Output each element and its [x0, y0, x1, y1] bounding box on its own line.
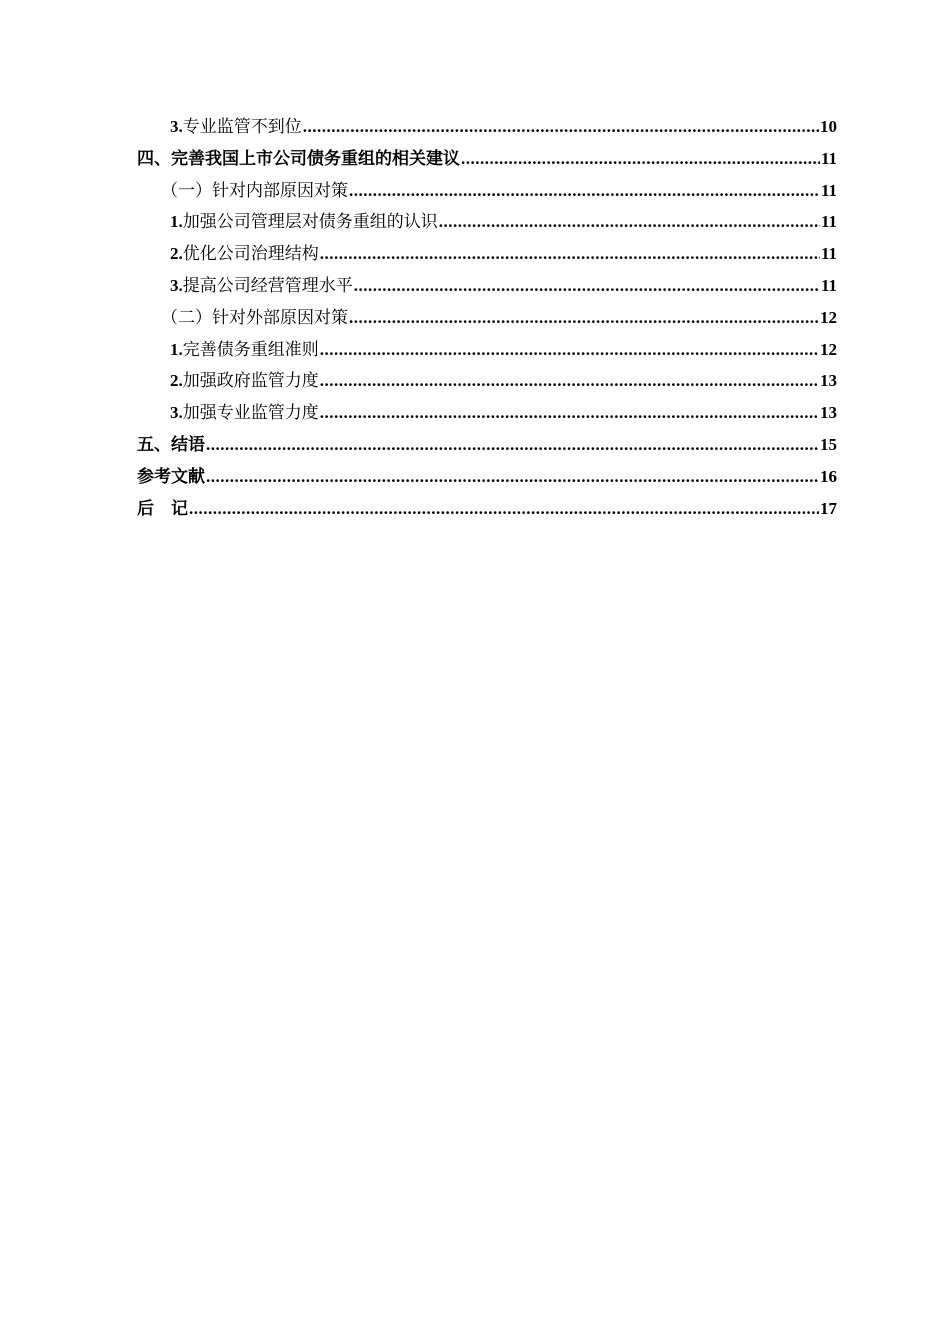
toc-entry-text: 四、完善我国上市公司债务重组的相关建议 [137, 148, 460, 169]
toc-entry-text: 加强专业监管力度 [182, 403, 319, 424]
toc-dot-leader [439, 206, 820, 238]
toc-entry-number: 1. [170, 339, 183, 359]
toc-dot-leader [206, 461, 819, 493]
toc-dot-leader [354, 270, 820, 302]
toc-entry[interactable] [137, 111, 837, 143]
toc-entry-number: 3. [170, 403, 183, 423]
toc-entry-title [161, 176, 348, 208]
toc-page-number: 11 [820, 180, 837, 200]
toc-entry-text: 专业监管不到位 [182, 117, 302, 137]
toc-entry-text: （一）针对内部原因对策 [161, 180, 348, 201]
toc-entry[interactable] [137, 461, 837, 493]
toc-entry-text: 完善债务重组准则 [182, 339, 319, 360]
toc-page-number: 17 [820, 498, 837, 518]
toc-entry-text: 五、结语 [137, 434, 205, 455]
toc-entry[interactable] [137, 493, 837, 525]
toc-dot-leader [461, 143, 820, 175]
toc-entry-text: 参考文献 [137, 466, 205, 487]
toc-entry-title [137, 462, 205, 494]
toc-dot-leader [349, 302, 819, 334]
toc-entry-title [170, 397, 319, 430]
toc-page-number: 11 [820, 212, 837, 232]
toc-dot-leader [320, 365, 819, 397]
toc-entry-number: 3. [170, 117, 183, 136]
toc-entry[interactable] [137, 143, 837, 175]
toc-entry[interactable] [137, 429, 837, 461]
toc-page-number: 15 [820, 434, 837, 454]
toc-entry-title [137, 430, 205, 462]
toc-entry[interactable] [137, 397, 837, 429]
toc-entry-number: 2. [170, 244, 183, 264]
toc-entry-title [170, 270, 353, 303]
toc-entry-title [137, 494, 188, 526]
toc-entry-text: 加强公司管理层对债务重组的认识 [182, 212, 438, 233]
toc-entry-number: 2. [170, 371, 183, 391]
toc-page-number: 13 [820, 403, 837, 423]
toc-dot-leader [320, 334, 819, 366]
toc-entry-text: （二）针对外部原因对策 [161, 307, 348, 328]
toc-entry-title [170, 111, 302, 144]
toc-entry-number: 1. [170, 212, 183, 232]
toc-dot-leader [189, 493, 819, 525]
toc-entry-number: 3. [170, 275, 183, 295]
toc-entry[interactable] [137, 334, 837, 366]
toc-entry[interactable] [137, 302, 837, 334]
toc-entry-title [161, 303, 348, 335]
toc-entry-text: 后 记 [137, 498, 188, 519]
toc-entry-text: 优化公司治理结构 [182, 244, 319, 265]
toc-page-number: 11 [820, 275, 837, 295]
toc-entry-title [137, 144, 460, 176]
toc-entry-title [170, 365, 319, 398]
toc-dot-leader [303, 111, 819, 143]
toc-page-number: 11 [820, 148, 837, 168]
toc-dot-leader [320, 238, 820, 270]
toc-entry[interactable] [137, 238, 837, 270]
toc-dot-leader [206, 429, 819, 461]
toc-entry-text: 提高公司经营管理水平 [182, 275, 353, 296]
toc-entry-title [170, 206, 438, 239]
toc-page-number: 12 [820, 307, 837, 327]
toc-entry[interactable] [137, 270, 837, 302]
toc-entry-title [170, 334, 319, 367]
toc-page-number: 16 [820, 466, 837, 486]
toc-entry-text: 加强政府监管力度 [182, 371, 319, 392]
toc-page-number: 13 [820, 371, 837, 391]
toc-dot-leader [320, 397, 819, 429]
toc-entry[interactable] [137, 206, 837, 238]
toc-page-number: 10 [820, 117, 837, 136]
toc-page-number: 11 [820, 244, 837, 264]
toc-page-number: 12 [820, 339, 837, 359]
toc-entry[interactable] [137, 365, 837, 397]
table-of-contents [137, 111, 837, 524]
toc-entry-title [170, 238, 319, 271]
toc-entry[interactable] [137, 175, 837, 207]
toc-dot-leader [349, 175, 820, 207]
